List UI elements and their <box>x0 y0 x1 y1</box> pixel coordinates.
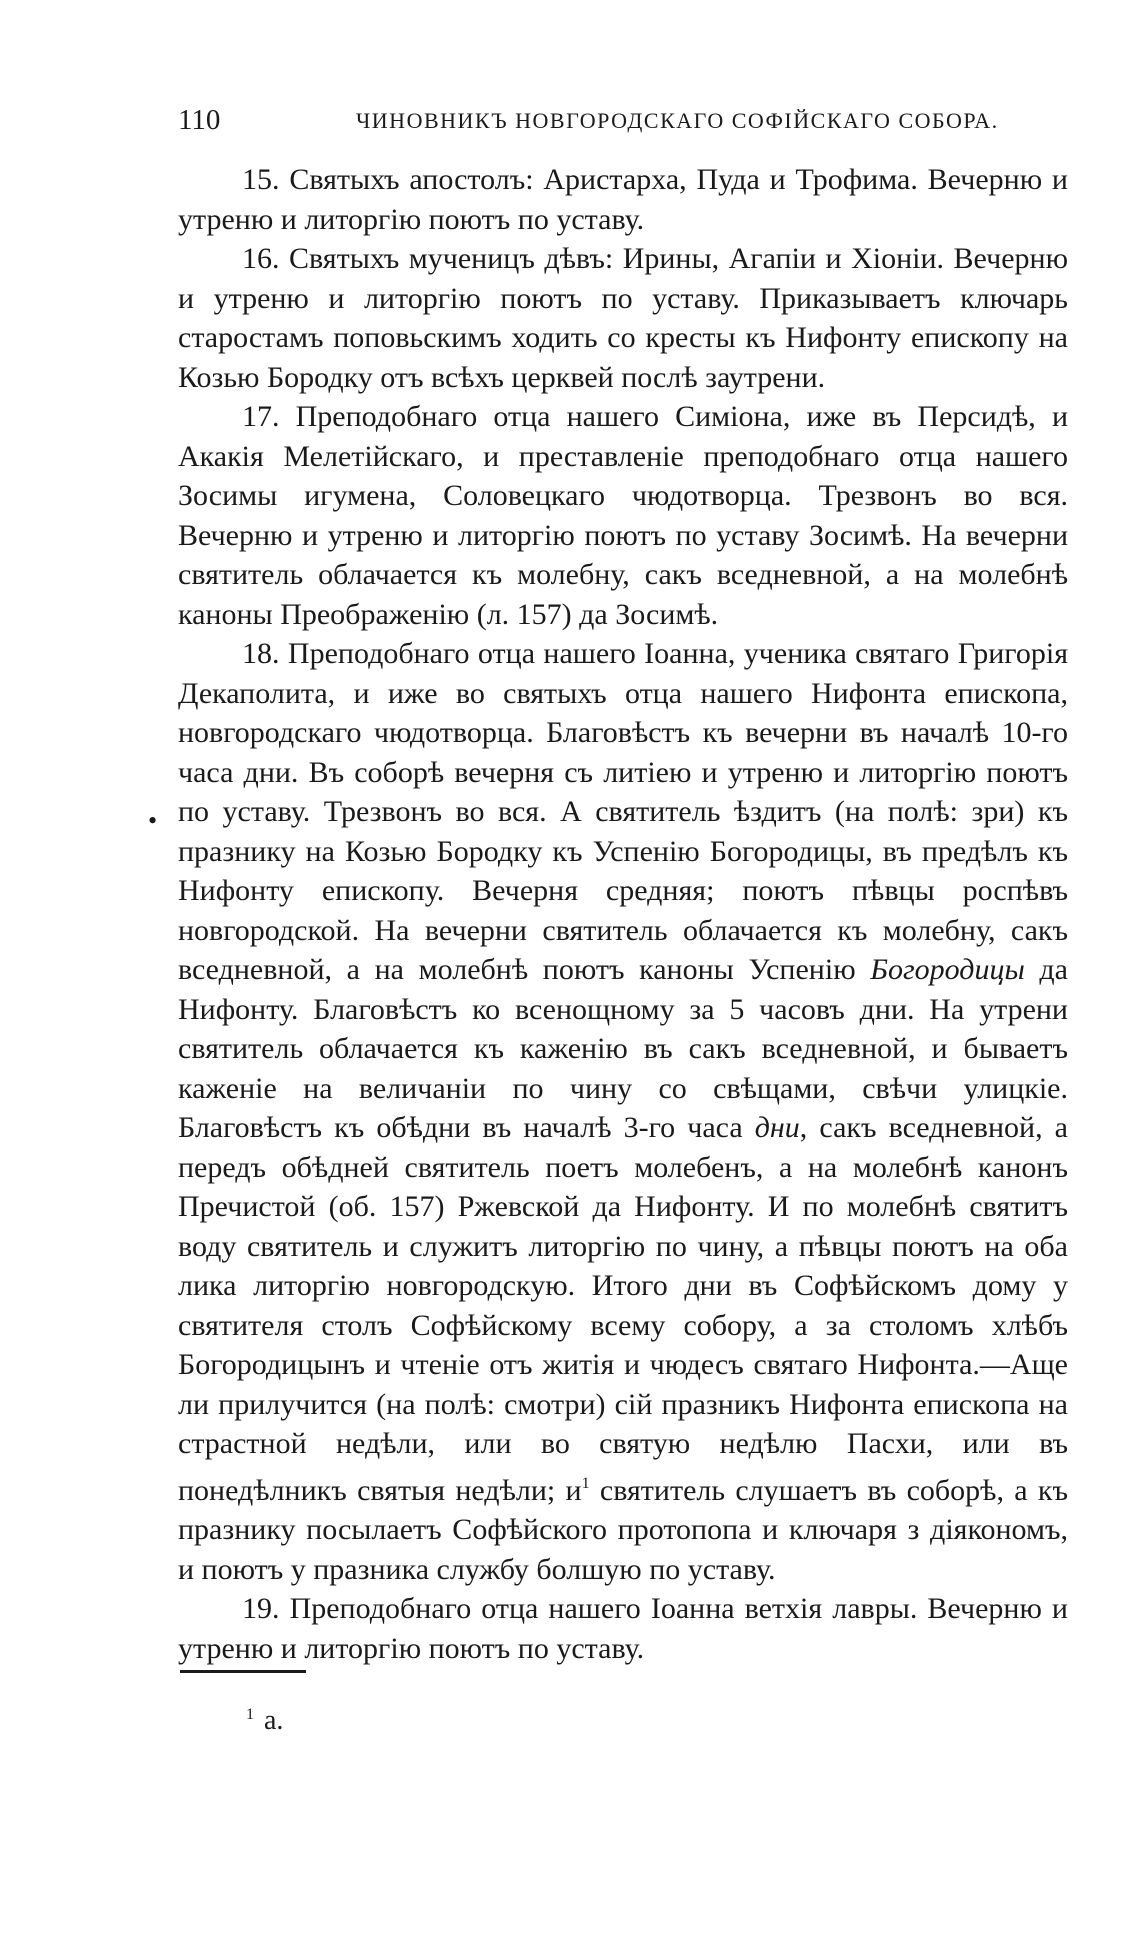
paragraph-18-part-4: святитель слушаетъ въ соборѣ, а къ празнику посылаетъ Софѣйского протопопа и ключаря з діякономъ, и поютъ у празника службу болшую по уставу. <box>178 1473 1068 1586</box>
page-body <box>178 160 1068 1668</box>
paragraph-15: 15. Святыхъ апостолъ: Аристарха, Пуда и Трофима. Вечерню и утреню и литоргію поютъ по уставу. <box>178 163 1068 236</box>
page-number: 110 <box>178 104 221 136</box>
paragraph-19: 19. Преподобнаго отца нашего Іоанна ветхія лавры. Вечерню и утреню и литоргію поютъ по уставу. <box>178 1592 1068 1665</box>
footnote-divider <box>180 1670 306 1673</box>
paragraph-18-part-1: 18. Преподобнаго отца нашего Іоанна, ученика святаго Григорія Декаполита, и иже во святыхъ отца нашего Нифонта епископа, новгородскаго чюдотворца. Благовѣстъ къ вечерни въ началѣ 10-го часа дни. Въ соборѣ вечерня съ литіею и утреню и литоргію поютъ по уставу. Трезвонъ во вся. А святитель ѣздитъ (на полѣ: зри) къ празнику на Козью Бородку къ Успенію Богородицы, въ предѣлъ къ Нифонту епископу. Вечерня средняя; поютъ пѣвцы роспѣвъ новгородской. На вечерни святитель облачается къ молебну, сакъ вседневной, а на молебнѣ поютъ каноны Успенію <box>178 637 1068 986</box>
footnote-marker: 1 <box>246 1706 254 1723</box>
paragraph-18-part-3: , сакъ вседневной, а передъ обѣдней святитель поетъ молебенъ, а на молебнѣ канонъ Пречистой (об. 157) Ржевской да Нифонту. И по молебнѣ святитъ воду святитель и служитъ литоргію по чину, а пѣвцы поютъ на оба лика литоргію новгородскую. Итого дни въ Софѣйскомъ дому у святителя столъ Софѣйскому всему собору, а за столомъ хлѣбъ Богородицынъ и чтеніе отъ житія и чюдесъ святаго Нифонта.—Аще ли прилучится (на полѣ: смотри) сій празникъ Нифонта епископа на страстной недѣли, или во святую недѣлю Пасхи, или въ понедѣлникъ святыя недѣли; и <box>178 1111 1068 1507</box>
paragraph-16: 16. Святыхъ мученицъ дѣвъ: Ирины, Агапіи и Хіоніи. Вечерню и утреню и литоргію поютъ по уставу. Приказываетъ ключарь старостамъ поповьскимъ ходить со кресты къ Нифонту епископу на Козью Бородку отъ всѣхъ церквей послѣ заутрени. <box>178 242 1068 394</box>
paragraph-18 <box>178 634 1068 1589</box>
footnote-reference[interactable]: 1 <box>581 1474 590 1492</box>
paragraph-18-part-2: да Нифонту. Благовѣстъ ко всенощному за 5 часовъ дни. На утрени святитель облачается къ каженію въ сакъ вседневной, и бываетъ каженіе на величаніи по чину со свѣщами, свѣчи улицкіе. Благовѣстъ къ обѣдни въ началѣ 3-го часа <box>178 953 1068 1144</box>
running-title: ЧИНОВНИКЪ НОВГОРОДСКАГО СОФІЙСКАГО СОБОРА. <box>356 108 999 133</box>
margin-dot-mark: • <box>148 806 158 835</box>
paragraph-18-italic-2: дни <box>754 1111 800 1144</box>
footnote-text: а. <box>264 1705 284 1736</box>
paragraph-17: 17. Преподобнаго отца нашего Симіона, иже въ Персидѣ, и Акакія Мелетійскаго, и преставленіе преподобнаго отца нашего Зосимы игумена, Соловецкаго чюдотворца. Трезвонъ во вся. Вечерню и утреню и литоргію поютъ по уставу Зосимѣ. На вечерни святитель облачается къ молебну, сакъ вседневной, а на молебнѣ каноны Преображенію (л. 157) да Зосимѣ. <box>178 400 1068 631</box>
footnote <box>246 1705 283 1737</box>
page-header <box>178 104 1078 140</box>
paragraph-18-italic-1: Богородицы <box>870 953 1025 986</box>
